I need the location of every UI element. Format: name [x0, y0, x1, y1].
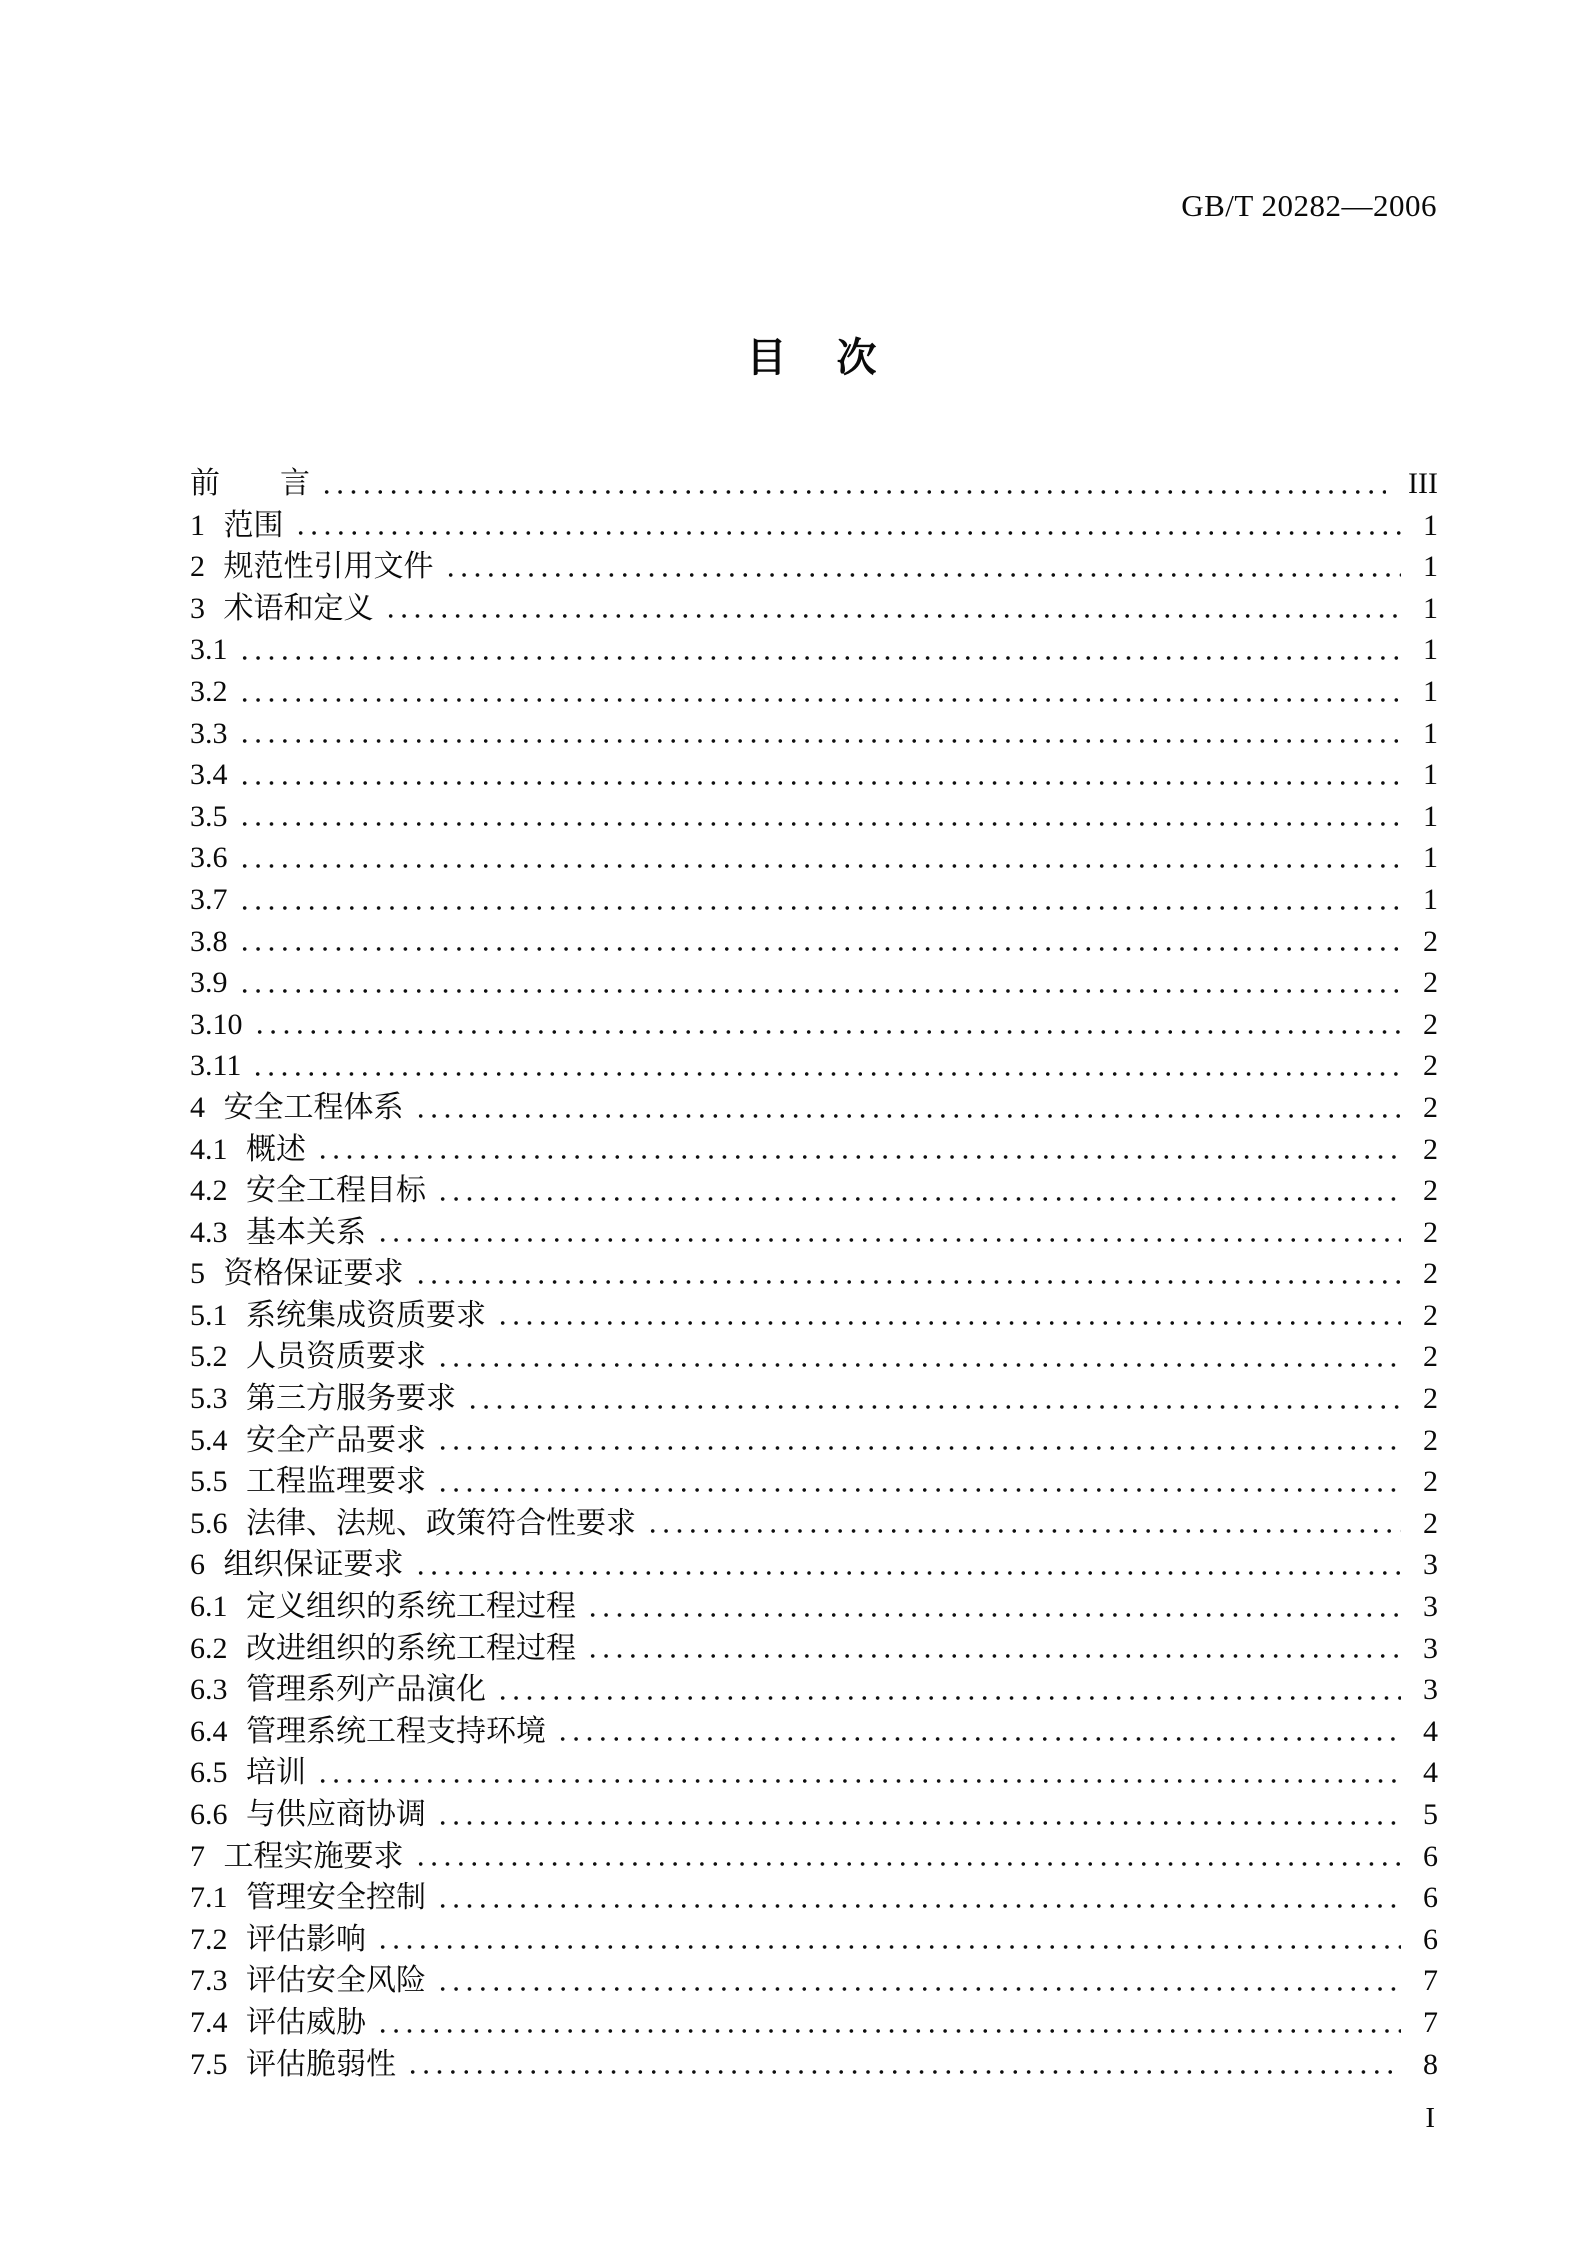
toc-row[interactable] — [190, 1960, 1438, 2002]
toc-entry-page: 3 — [1423, 1590, 1438, 1624]
toc-entry-label: 5.5 工程监理要求 — [190, 1465, 426, 1499]
toc-row[interactable] — [190, 1045, 1438, 1087]
toc-dot-leader — [414, 1836, 1402, 1878]
toc-entry-label: 3.2 — [190, 674, 228, 708]
toc-dot-leader — [238, 754, 1402, 796]
toc-entry-page: 6 — [1423, 1839, 1438, 1873]
toc-row[interactable] — [190, 837, 1438, 879]
toc-dot-leader — [238, 921, 1402, 963]
toc-entry-page: 1 — [1423, 674, 1438, 708]
toc-entry-label: 5.1 系统集成资质要求 — [190, 1298, 486, 1332]
toc-entry-label: 3.1 — [190, 633, 228, 667]
toc-row[interactable] — [190, 1212, 1438, 1254]
toc-entry-label: 5.6 法律、法规、政策符合性要求 — [190, 1506, 636, 1540]
toc-dot-leader — [238, 671, 1402, 713]
toc-entry-page: 6 — [1423, 1922, 1438, 1956]
toc-entry-label: 3.7 — [190, 882, 228, 916]
toc-entry-label: 4.1 概述 — [190, 1132, 306, 1166]
toc-entry-page: 2 — [1423, 1090, 1438, 1124]
toc-dot-leader — [646, 1503, 1401, 1545]
toc-entry-page: 2 — [1423, 1298, 1438, 1332]
toc-entry-page: 2 — [1423, 1049, 1438, 1083]
toc-row[interactable] — [190, 1004, 1438, 1046]
toc-entry-page: 2 — [1423, 966, 1438, 1000]
toc-entry-page: 6 — [1423, 1881, 1438, 1915]
toc-dot-leader — [316, 1752, 1401, 1794]
toc-entry-label: 3.4 — [190, 758, 228, 792]
toc-list — [190, 463, 1438, 2085]
toc-row[interactable] — [190, 1752, 1438, 1794]
toc-entry-label: 7.1 管理安全控制 — [190, 1881, 426, 1915]
toc-entry-page: 5 — [1423, 1798, 1438, 1831]
toc-entry-page: 2 — [1423, 1007, 1438, 1041]
toc-entry-label: 3.8 — [190, 924, 228, 958]
toc-dot-leader — [436, 1794, 1401, 1836]
toc-dot-leader — [376, 1919, 1401, 1961]
toc-entry-page: 3 — [1423, 1548, 1438, 1582]
toc-dot-leader — [414, 1087, 1402, 1129]
toc-entry-label: 5.4 安全产品要求 — [190, 1423, 426, 1457]
toc-entry-page: 2 — [1423, 1340, 1438, 1374]
toc-row[interactable] — [190, 1087, 1438, 1129]
toc-dot-leader — [586, 1586, 1401, 1628]
toc-row[interactable] — [190, 1378, 1438, 1420]
toc-row[interactable] — [190, 1919, 1438, 1961]
toc-row[interactable] — [190, 1877, 1438, 1919]
toc-dot-leader — [376, 2002, 1401, 2044]
toc-entry-page: 3 — [1423, 1673, 1438, 1707]
toc-entry-page: III — [1408, 467, 1438, 500]
toc-dot-leader — [294, 505, 1402, 547]
toc-entry-page: 2 — [1423, 1382, 1438, 1416]
toc-row[interactable] — [190, 1586, 1438, 1628]
toc-row[interactable] — [190, 1170, 1438, 1212]
toc-dot-leader — [316, 1129, 1401, 1171]
toc-row[interactable] — [190, 1461, 1438, 1503]
toc-entry-label: 6.3 管理系列产品演化 — [190, 1673, 486, 1707]
toc-entry-page: 7 — [1423, 2005, 1438, 2039]
toc-dot-leader — [376, 1212, 1401, 1254]
toc-dot-leader — [436, 1877, 1401, 1919]
standard-code-header: GB/T 20282—2006 — [1181, 188, 1437, 223]
toc-row[interactable] — [190, 463, 1438, 505]
toc-dot-leader — [253, 1004, 1402, 1046]
toc-dot-leader — [251, 1045, 1401, 1087]
toc-entry-label: 5.3 第三方服务要求 — [190, 1382, 456, 1416]
toc-entry-label: 3.9 — [190, 966, 228, 1000]
toc-entry-label: 2 规范性引用文件 — [190, 550, 434, 584]
toc-entry-label: 5 资格保证要求 — [190, 1257, 404, 1291]
toc-dot-leader — [436, 1461, 1401, 1503]
toc-entry-page: 2 — [1423, 1215, 1438, 1249]
toc-entry-label: 7.3 评估安全风险 — [190, 1964, 426, 1998]
toc-entry-page: 2 — [1423, 1465, 1438, 1499]
toc-row[interactable] — [190, 1295, 1438, 1337]
toc-row[interactable] — [190, 879, 1438, 921]
toc-dot-leader — [320, 463, 1386, 505]
toc-entry-page: 2 — [1423, 1257, 1438, 1291]
toc-entry-label: 7.2 评估影响 — [190, 1922, 366, 1956]
toc-row[interactable] — [190, 921, 1438, 963]
toc-entry-label: 7.5 评估脆弱性 — [190, 2047, 396, 2081]
toc-entry-label: 6.1 定义组织的系统工程过程 — [190, 1590, 576, 1624]
toc-dot-leader — [444, 546, 1402, 588]
toc-dot-leader — [238, 796, 1402, 838]
toc-entry-label: 3.10 — [190, 1007, 243, 1041]
toc-entry-page: 1 — [1423, 550, 1438, 584]
toc-row[interactable] — [190, 546, 1438, 588]
toc-entry-page: 1 — [1423, 633, 1438, 667]
toc-row[interactable] — [190, 1628, 1438, 1670]
toc-dot-leader — [436, 1336, 1401, 1378]
toc-entry-label: 4.2 安全工程目标 — [190, 1174, 426, 1208]
toc-row[interactable] — [190, 2044, 1438, 2086]
toc-entry-label: 前 言 — [190, 467, 310, 500]
toc-entry-label: 7 工程实施要求 — [190, 1839, 404, 1873]
toc-entry-label: 1 范围 — [190, 508, 284, 542]
toc-entry-page: 1 — [1423, 591, 1438, 625]
toc-dot-leader — [238, 629, 1402, 671]
toc-dot-leader — [384, 588, 1402, 630]
toc-entry-label: 3.3 — [190, 716, 228, 750]
toc-entry-label: 5.2 人员资质要求 — [190, 1340, 426, 1374]
toc-dot-leader — [238, 879, 1402, 921]
toc-row[interactable] — [190, 1836, 1438, 1878]
toc-entry-label: 6.5 培训 — [190, 1756, 306, 1790]
toc-dot-leader — [238, 713, 1402, 755]
toc-row[interactable] — [190, 588, 1438, 630]
toc-entry-page: 1 — [1423, 882, 1438, 916]
toc-entry-label: 4 安全工程体系 — [190, 1090, 404, 1124]
toc-entry-page: 2 — [1423, 924, 1438, 958]
toc-entry-page: 4 — [1423, 1714, 1438, 1748]
toc-entry-page: 1 — [1423, 758, 1438, 792]
toc-entry-page: 8 — [1423, 2047, 1438, 2081]
toc-row[interactable] — [190, 629, 1438, 671]
toc-entry-page: 2 — [1423, 1174, 1438, 1208]
toc-dot-leader — [496, 1295, 1401, 1337]
toc-entry-label: 6.2 改进组织的系统工程过程 — [190, 1631, 576, 1665]
toc-dot-leader — [466, 1378, 1401, 1420]
toc-dot-leader — [436, 1170, 1401, 1212]
footer-page-number: I — [1425, 2102, 1435, 2134]
toc-row[interactable] — [190, 1129, 1438, 1171]
toc-entry-page: 1 — [1423, 799, 1438, 833]
toc-row[interactable] — [190, 1336, 1438, 1378]
toc-entry-page: 2 — [1423, 1132, 1438, 1166]
toc-entry-page: 2 — [1423, 1506, 1438, 1540]
toc-entry-page: 1 — [1423, 716, 1438, 750]
toc-row[interactable] — [190, 1503, 1438, 1545]
toc-entry-page: 3 — [1423, 1631, 1438, 1665]
toc-row[interactable] — [190, 1669, 1438, 1711]
toc-entry-label: 3.5 — [190, 799, 228, 833]
toc-row[interactable] — [190, 754, 1438, 796]
toc-entry-page: 1 — [1423, 841, 1438, 875]
toc-dot-leader — [496, 1669, 1401, 1711]
toc-entry-label: 3 术语和定义 — [190, 591, 374, 625]
toc-entry-page: 1 — [1423, 508, 1438, 542]
toc-row[interactable] — [190, 713, 1438, 755]
toc-row[interactable] — [190, 2002, 1438, 2044]
toc-entry-label: 3.11 — [190, 1049, 242, 1083]
toc-dot-leader — [238, 837, 1402, 879]
toc-entry-page: 4 — [1423, 1756, 1438, 1790]
toc-row[interactable] — [190, 1794, 1438, 1836]
toc-row[interactable] — [190, 505, 1438, 547]
toc-dot-leader — [586, 1628, 1401, 1670]
toc-row[interactable] — [190, 1420, 1438, 1462]
toc-row[interactable] — [190, 1544, 1438, 1586]
toc-entry-label: 6 组织保证要求 — [190, 1548, 404, 1582]
toc-dot-leader — [414, 1253, 1402, 1295]
toc-entry-label: 7.4 评估威胁 — [190, 2005, 366, 2039]
toc-entry-page: 2 — [1423, 1423, 1438, 1457]
toc-entry-label: 6.4 管理系统工程支持环境 — [190, 1714, 546, 1748]
toc-entry-label: 6.6 与供应商协调 — [190, 1798, 426, 1831]
toc-row[interactable] — [190, 1711, 1438, 1753]
toc-entry-page: 7 — [1423, 1964, 1438, 1998]
toc-dot-leader — [556, 1711, 1401, 1753]
toc-row[interactable] — [190, 796, 1438, 838]
toc-dot-leader — [414, 1544, 1402, 1586]
toc-row[interactable] — [190, 671, 1438, 713]
toc-dot-leader — [406, 2044, 1401, 2086]
page-title: 目 次 — [746, 336, 882, 380]
toc-dot-leader — [238, 962, 1402, 1004]
toc-entry-label: 4.3 基本关系 — [190, 1215, 366, 1249]
toc-entry-label: 3.6 — [190, 841, 228, 875]
toc-row[interactable] — [190, 1253, 1438, 1295]
toc-dot-leader — [436, 1420, 1401, 1462]
toc-row[interactable] — [190, 962, 1438, 1004]
toc-dot-leader — [436, 1960, 1401, 2002]
